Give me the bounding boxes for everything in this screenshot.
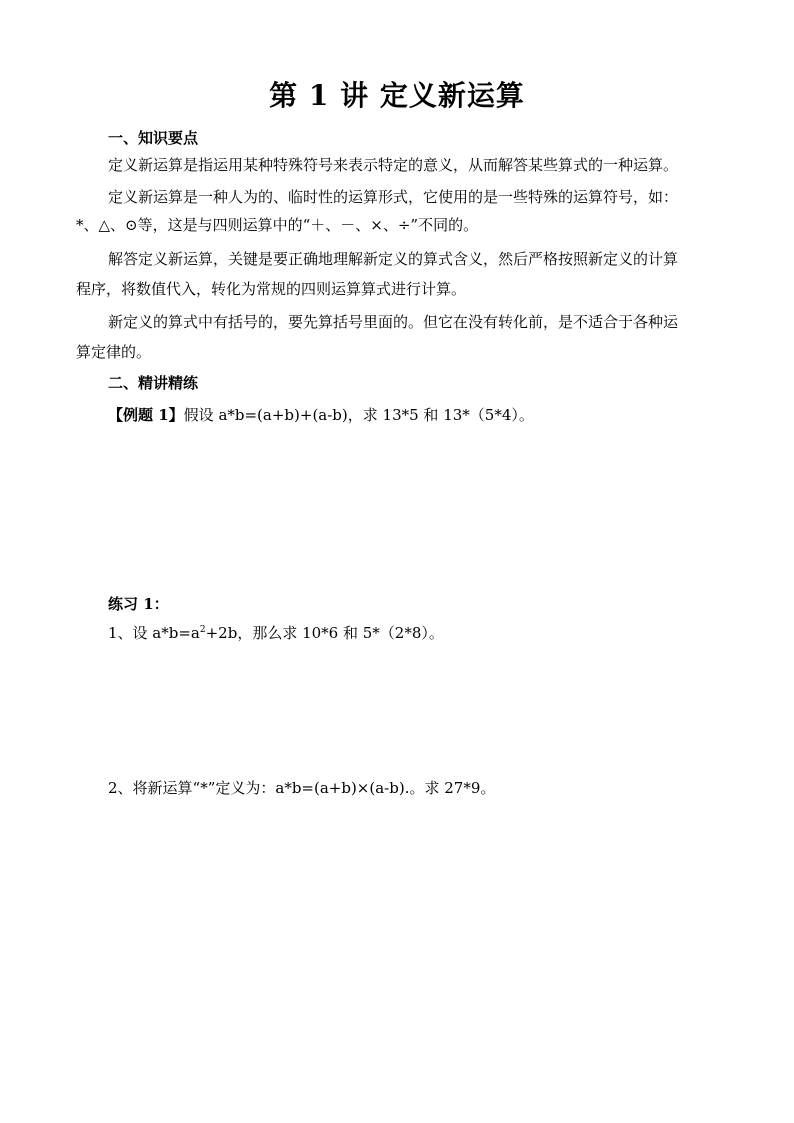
practice-1-question-1	[108, 622, 444, 644]
paragraph-2-line-1: 定义新运算是一种人为的、临时性的运算形式，它使用的是一些特殊的运算符号，如：	[108, 188, 679, 206]
practice-1-question-2: 2、将新运算“*”定义为：a*b=(a+b)×(a-b).。求 27*9。	[108, 779, 496, 797]
section-heading-knowledge: 一、知识要点	[108, 129, 199, 147]
paragraph-2-line-2: *、△、⊙等，这是与四则运算中的“＋、－、×、÷”不同的。	[76, 216, 479, 234]
page-title: 第 1 讲 定义新运算	[269, 79, 525, 112]
example-1-label: 【例题 1】	[108, 406, 184, 424]
question-1-prefix: 1、设 a*b=a	[108, 624, 200, 642]
example-1-text: 假设 a*b=(a+b)+(a-b)，求 13*5 和 13*（5*4）。	[183, 406, 534, 424]
section-heading-practice: 二、精讲精练	[108, 374, 199, 392]
paragraph-3-line-2: 程序，将数值代入，转化为常规的四则运算算式进行计算。	[76, 280, 467, 298]
practice-1-label: 练习 1：	[108, 595, 169, 613]
paragraph-4-line-2: 算定律的。	[76, 343, 152, 361]
paragraph-3-line-1: 解答定义新运算，关键是要正确地理解新定义的算式含义，然后严格按照新定义的计算	[108, 250, 679, 268]
question-1-superscript: 2	[199, 625, 206, 635]
paragraph-4-line-1: 新定义的算式中有括号的，要先算括号里面的。但它在没有转化前，是不适合于各种运	[108, 313, 679, 331]
paragraph-1: 定义新运算是指运用某种特殊符号来表示特定的意义，从而解答某些算式的一种运算。	[108, 156, 679, 174]
example-1	[108, 404, 534, 426]
question-1-suffix: +2b，那么求 10*6 和 5*（2*8）。	[205, 624, 444, 642]
